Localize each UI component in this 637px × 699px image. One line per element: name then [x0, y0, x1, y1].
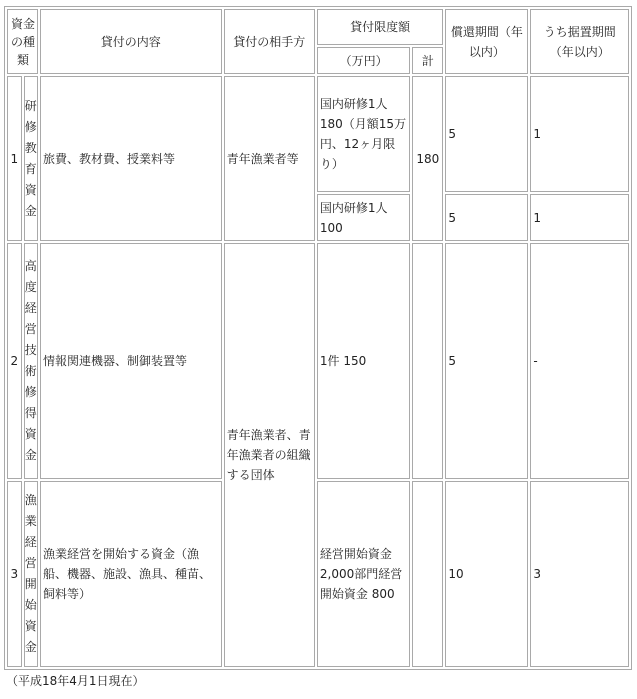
row3-limit: 経営開始資金2,000部門経営開始資金 800	[317, 481, 410, 667]
row2-no: 2	[7, 243, 22, 479]
row2-total	[412, 243, 443, 479]
row3-content: 漁業経営を開始する資金（漁船、機器、施設、漁具、種苗、飼料等）	[40, 481, 222, 667]
row1-defer-b: 1	[530, 194, 629, 240]
row1-repay-a: 5	[445, 76, 528, 192]
row3-name: 漁業経営開始資金	[24, 481, 39, 667]
row1-content: 旅費、教材費、授業料等	[40, 76, 222, 241]
footnote: （平成18年4月1日現在）	[6, 674, 145, 688]
row2-repay: 5	[445, 243, 528, 479]
header-repayment: 償還期間（年以内）	[445, 9, 528, 74]
row1-no: 1	[7, 76, 22, 241]
header-limit: 貸付限度額	[317, 9, 444, 45]
row3-repay: 10	[445, 481, 528, 667]
row1-defer-a: 1	[530, 76, 629, 192]
shared-counterparty: 青年漁業者、青年漁業者の組織する団体	[224, 243, 315, 667]
row3-no: 3	[7, 481, 22, 667]
header-limit-unit: （万円）	[317, 47, 410, 74]
row2-content: 情報関連機器、制御装置等	[40, 243, 222, 479]
row2-limit: 1件 150	[317, 243, 410, 479]
row2-defer: -	[530, 243, 629, 479]
row3-defer: 3	[530, 481, 629, 667]
row3-total	[412, 481, 443, 667]
row1-limit-b: 国内研修1人100	[317, 194, 410, 240]
row1-repay-b: 5	[445, 194, 528, 240]
header-deferment: うち据置期間（年以内）	[530, 9, 629, 74]
row2-name: 高度経営技術修得資金	[24, 243, 39, 479]
row1-counterparty: 青年漁業者等	[224, 76, 315, 241]
row1-total: 180	[412, 76, 443, 241]
header-counterparty: 貸付の相手方	[224, 9, 315, 74]
loan-table	[4, 6, 632, 670]
row1-name: 研修教育資金	[24, 76, 39, 241]
header-fund-type: 資金の種類	[7, 9, 38, 74]
row1-limit-a: 国内研修1人180（月額15万円、12ヶ月限り）	[317, 76, 410, 192]
header-total: 計	[412, 47, 443, 74]
header-content: 貸付の内容	[40, 9, 222, 74]
